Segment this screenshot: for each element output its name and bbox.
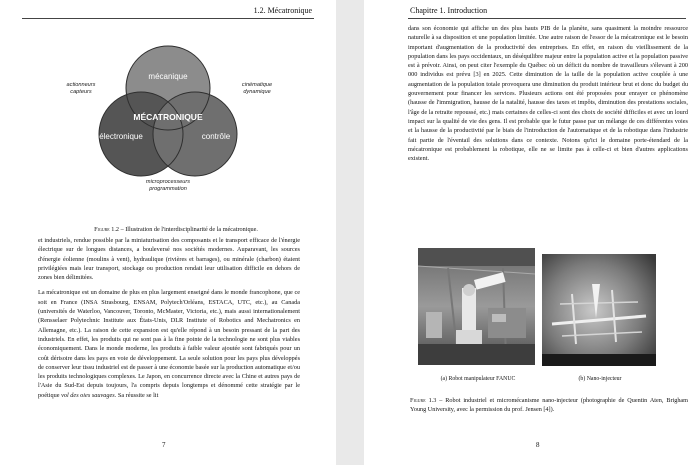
- venn-outer-right-1: cinématique: [241, 82, 273, 88]
- paragraph: dans son économie qui affiche un des plus hauts PIB de la planète, sans quasiment la moindre ressource naturelle à sa disposition et une population limitée. Une autre raison de l'essor de la mécatronique est le besoin important d'augmentation de la productivité des entreprises. En effet, en raison du vieillissement de la population dans les pays occidentaux, un déséquilibre majeur entre la population active et la population passive est à prévoir. Ainsi, on peut citer l'exemple du Québec où un déficit du nombre de travailleurs s'élevant à 200 000 individus est prévu [3] en 2025. Cette diminution de la taille de la population active couplée à une augmentation de la population totale provoquera une diminution du produit intérieur brut et donc du budget du gouvernement pour financer les services. Plusieurs actions ont été proposées pour enrayer ce phénomène (hausse de l'immigration, hausse de la natalité, hausse des taxes et impôts, diminution des prestations sociales, l'âge de la retraite repoussé, etc.) mais certaines de celles-ci sont des choix de société difficiles et avec un lourd impact sur la qualité de vie des gens. Il est probable que le futur passe par un mélange de ces différentes voies et la hausse de la productivité par le biais de l'introduction de l'automatique et de la robotique dans l'industrie fait partie de l'éventail des solutions dans ce contexte. Notons qu'ici le domaine porte-étendard de la mécatronique est probablement la robotique, elle ne se limite pas à celle-ci et bien d'autres applications existent.: [408, 25, 688, 163]
- italic-phrase: vol des oies sauvages: [61, 391, 115, 399]
- caption-text: – Illustration de l'interdisciplinarité de la mécatronique.: [119, 226, 258, 233]
- venn-label-controle: contrôle: [201, 132, 231, 141]
- venn-label-center: MÉCATRONIQUE: [133, 112, 203, 122]
- caption-label: Figure 1.2: [94, 226, 120, 233]
- left-page: [0, 0, 336, 465]
- figure-caption-1-3: [410, 397, 688, 414]
- right-body-text: [408, 24, 688, 163]
- venn-outer-left-1: actionneurs: [66, 82, 96, 88]
- venn-label-mecanique: mécanique: [148, 72, 188, 81]
- robot-photo: [418, 248, 535, 365]
- page-number: 7: [162, 441, 166, 449]
- subcaption-b: (b) Nano-injecteur: [578, 376, 622, 382]
- caption-text: – Robot industriel et micromécanisme nano-injecteur (photographie de Quentin Aten, Brigham Young University, avec la permission du prof. Jensen [4]).: [410, 397, 688, 413]
- header-rule: [22, 18, 314, 19]
- venn-outer-left-2: capteurs: [70, 89, 92, 95]
- running-header: 1.2. Mécatronique: [253, 6, 312, 15]
- nano-injector-photo: [542, 254, 656, 366]
- header-rule: [408, 18, 686, 19]
- paragraph: et industriels, rendue possible par la miniaturisation des composants et le transport efficace de l'énergie électrique sur de longues distances, a bouleversé nos sociétés modernes. Auparavant, les sources d'énergie éolienne (moulins à vent), hydraulique (rivières et barrages), ou minérale (charbon) étaient privilégiées mais leur transport, stockage ou production rendait leur utilisation difficile en dehors de zones bien délimitées.: [38, 237, 300, 282]
- page-number: 8: [536, 441, 540, 449]
- venn-outer-right-2: dynamique: [243, 89, 271, 95]
- right-page: [364, 0, 700, 465]
- venn-outer-bottom-2: programmation: [149, 186, 187, 192]
- running-header: Chapitre 1. Introduction: [410, 6, 488, 15]
- caption-label: Figure 1.3: [410, 397, 437, 404]
- venn-label-electronique: électronique: [99, 132, 143, 141]
- paragraph: La mécatronique est un domaine de plus en plus largement enseigné dans le monde francophone, que ce soit en France (INSA Strasbourg, ENSAM, Polytech'Orléans, ESTACA, UTC, etc.), au Canada (universités de Waterloo, Vancouver, Toronto, McMaster, Victoria, etc.), mais aussi internationalement (Rensselaer Polytechnic Institute aux États-Unis, DLR Institute of Robotics and Mechatronics en Allemagne, etc.). La raison de cette expansion est qu'elle répond à un besoin pressant de la part des industriels. En effet, les produits qui ne sont pas à la fine pointe de la technologie ne sont plus viables économiquement. Dans le monde moderne, les produits à faible valeur ajoutée sont fabriqués pour un coût dérisoire dans les pays en voie de développement. La seule solution pour les pays plus développés de conserver leur tissu industriel est de passer à une économie basée sur la production automatique et/ou les produits technologiques complexes. Le Japon, en concurrence directe avec la Chine et autres pays de l'Asie du Sud-Est depuis toujours, l'a compris depuis longtemps et dénommé cette stratégie par le poétique vol des oies sauvages. Sa réussite se lit: [38, 289, 300, 399]
- left-body-text: [38, 236, 300, 400]
- venn-diagram: [55, 22, 285, 202]
- venn-outer-bottom-1: microprocesseurs: [145, 179, 191, 185]
- subcaption-a: (a) Robot manipulateur FANUC: [440, 376, 516, 382]
- figure-caption-1-2: [56, 226, 296, 235]
